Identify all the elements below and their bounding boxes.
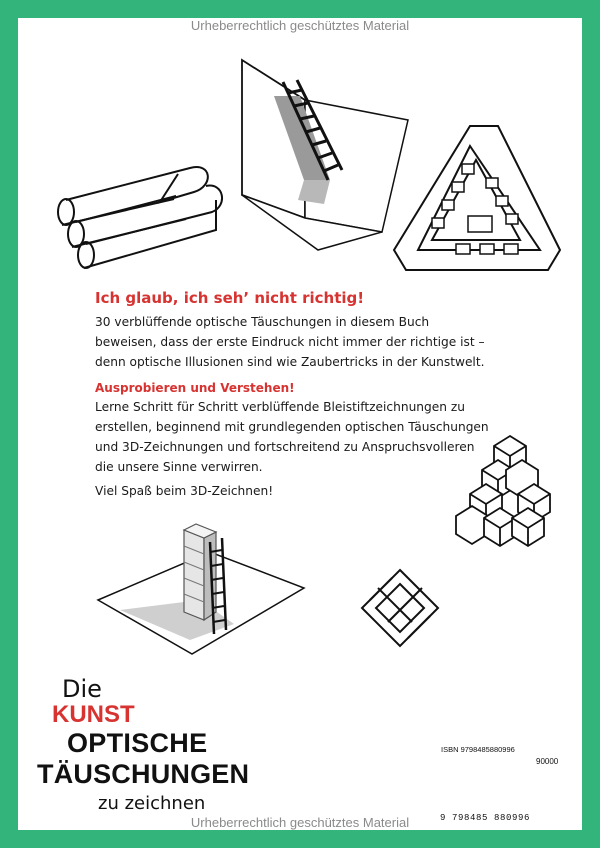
title-zu-zeichnen: zu zeichnen (98, 793, 206, 814)
intro-line: 30 verblüffende optische Täuschungen in diesem Buch (95, 315, 430, 329)
intro-line: beweisen, dass der erste Eindruck nicht immer der richtige ist – (95, 335, 485, 349)
description-line: und 3D-Zeichnungen und fortschreitend zu Anspruchsvolleren (95, 440, 475, 454)
description-line: erstellen, beginnend mit grundlegenden optischen Täuschungen (95, 420, 489, 434)
headline: Ich glaub, ich seh’ nicht richtig! (95, 289, 365, 307)
intro-line: denn optische Illusionen sind wie Zaubertricks in der Kunstwelt. (95, 355, 485, 369)
intro-paragraph (95, 312, 515, 372)
impossible-prong-illustration (58, 167, 222, 268)
watermark-top: Urheberrechtlich geschütztes Material (190, 18, 410, 33)
ladder-corner-illustration (242, 60, 408, 250)
tower-ladder-illustration (98, 524, 304, 654)
title-optische: OPTISCHE (67, 728, 208, 758)
price-code: 90000 (536, 757, 559, 766)
isbn-digits: 9 798485 880996 (440, 813, 531, 823)
closing-line (95, 481, 515, 501)
impossible-ring-illustration (362, 570, 438, 646)
description-line: die unsere Sinne verwirren. (95, 460, 263, 474)
impossible-triangle-illustration (394, 126, 560, 270)
subheadline: Ausprobieren und Verstehen! (95, 381, 295, 395)
title-taeuschungen: TÄUSCHUNGEN (37, 759, 250, 789)
closing-text: Viel Spaß beim 3D-Zeichnen! (95, 484, 274, 498)
description-line: Lerne Schritt für Schritt verblüffende Bleistiftzeichnungen zu (95, 400, 465, 414)
title-die: Die (62, 675, 102, 703)
description-paragraph (95, 397, 515, 477)
title-kunst: KUNST (52, 701, 135, 728)
watermark-bottom: Urheberrechtlich geschütztes Material (190, 815, 410, 830)
isbn-label: ISBN 9798485880996 (441, 745, 515, 754)
